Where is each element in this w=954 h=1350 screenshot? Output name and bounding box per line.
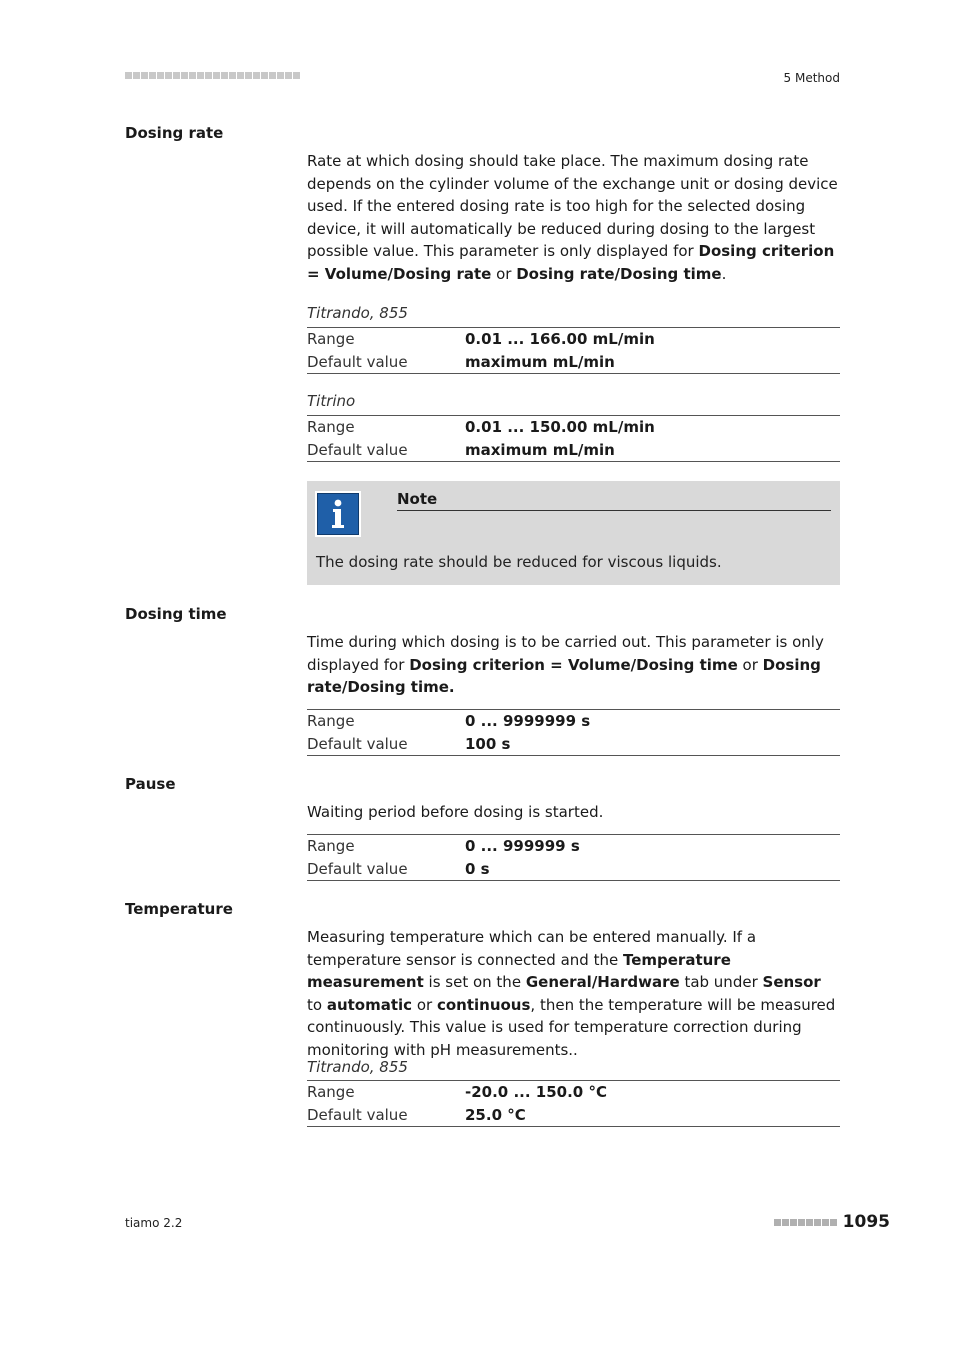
page-number: 1095: [842, 1212, 890, 1232]
note-title: Note: [397, 490, 831, 511]
temperature-description: [307, 926, 840, 1061]
default-value: 25.0 °C: [465, 1105, 526, 1124]
text-run: or: [737, 655, 763, 674]
decoration-square: [133, 72, 140, 79]
dosing-time-description: [307, 631, 840, 699]
spec-table-pause: [307, 834, 840, 881]
decoration-square: [213, 72, 220, 79]
spec-table-dosing-time: [307, 709, 840, 756]
text-run: or: [491, 264, 517, 283]
decoration-square: [830, 1219, 837, 1226]
text-run: Time during which dosing is to be carried out. This parameter is only displayed for: [307, 633, 824, 674]
table-row: [307, 1081, 840, 1104]
emphasized-term: Dosing criterion = Volume/Dosing time: [409, 655, 738, 674]
decoration-square: [253, 72, 260, 79]
decoration-square: [285, 72, 292, 79]
text-run: Measuring temperature which can be entered manually. If a temperature sensor is connected and the: [307, 928, 757, 969]
table-row: [307, 858, 840, 881]
text-run: Waiting period before dosing is started.: [307, 803, 604, 821]
range-label: Range: [307, 1083, 355, 1101]
emphasized-term: Dosing rate/Dosing time: [516, 264, 722, 283]
decoration-square: [157, 72, 164, 79]
decoration-square: [277, 72, 284, 79]
decoration-square: [197, 72, 204, 79]
emphasized-term: automatic: [326, 995, 413, 1014]
range-value: 0 ... 9999999 s: [465, 712, 591, 730]
decoration-square: [165, 72, 172, 79]
table-row: [307, 733, 840, 756]
decoration-square: [125, 72, 132, 79]
decoration-square: [237, 72, 244, 79]
decoration-square: [261, 72, 268, 79]
text-run: is set on the: [423, 973, 526, 991]
table-row: [307, 835, 840, 858]
note-text: The dosing rate should be reduced for viscous liquids.: [316, 553, 722, 571]
default-label: Default value: [307, 734, 408, 753]
text-run: .: [721, 264, 727, 283]
decoration-square: [798, 1219, 805, 1226]
range-label: Range: [307, 837, 355, 855]
decoration-square: [293, 72, 300, 79]
default-label: Default value: [307, 1105, 408, 1124]
range-value: -20.0 ... 150.0 °C: [465, 1083, 607, 1101]
paragraph: [307, 801, 840, 824]
default-label: Default value: [307, 859, 408, 878]
table-caption: Titrando, 855: [307, 1058, 408, 1076]
decoration-square: [205, 72, 212, 79]
emphasized-term: Dosing rate/Dosing time.: [307, 655, 821, 696]
table-row: [307, 710, 840, 733]
section-title-pause: Pause: [125, 775, 176, 793]
table-row: [307, 1104, 840, 1127]
table-row: [307, 439, 840, 462]
table-row: [307, 328, 840, 351]
info-icon: [315, 491, 361, 537]
text-run: Rate at which dosing should take place. The maximum dosing rate depends on the cylinder volume of the exchange unit or dosing device used. If the entered dosing rate is too high for the selected dosing device, it will automatically be reduced during dosing to the largest possible value. This parameter is only displayed for: [307, 152, 838, 260]
default-label: Default value: [307, 352, 408, 371]
section-title-dosing-time: Dosing time: [125, 605, 227, 623]
range-value: 0.01 ... 150.00 mL/min: [465, 418, 655, 436]
decoration-square: [814, 1219, 821, 1226]
footer-decoration: [774, 1219, 837, 1226]
default-value: 100 s: [465, 734, 511, 753]
emphasized-term: General/Hardware: [525, 973, 680, 991]
decoration-square: [790, 1219, 797, 1226]
range-value: 0 ... 999999 s: [465, 837, 580, 855]
decoration-square: [141, 72, 148, 79]
decoration-square: [181, 72, 188, 79]
decoration-square: [189, 72, 196, 79]
default-value: 0 s: [465, 859, 490, 878]
text-run: tab under: [679, 973, 763, 991]
text-run: , then the temperature will be measured continuously. This value is used for temperature correction during monitoring with pH measurements..: [307, 995, 836, 1059]
range-label: Range: [307, 330, 355, 348]
range-label: Range: [307, 712, 355, 730]
emphasized-term: continuous: [436, 995, 531, 1014]
text-run: or: [412, 995, 437, 1014]
decoration-square: [269, 72, 276, 79]
emphasized-term: Sensor: [762, 973, 821, 991]
decoration-square: [806, 1219, 813, 1226]
page-number-block: [774, 1212, 890, 1232]
emphasized-term: Temperature measurement: [307, 950, 731, 991]
emphasized-term: Dosing criterion = Volume/Dosing rate: [307, 242, 835, 283]
section-title-temperature: Temperature: [125, 900, 233, 918]
table-row: [307, 351, 840, 374]
spec-table-titrando: [307, 327, 840, 374]
decoration-square: [149, 72, 156, 79]
table-caption: Titrino: [307, 392, 356, 410]
default-value: maximum mL/min: [465, 352, 615, 371]
decoration-square: [173, 72, 180, 79]
pause-description: [307, 801, 840, 824]
decoration-square: [822, 1219, 829, 1226]
paragraph: [307, 631, 840, 699]
product-name: tiamo 2.2: [125, 1216, 183, 1230]
section-title-dosing-rate: Dosing rate: [125, 124, 224, 142]
chapter-title: 5 Method: [783, 71, 840, 85]
spec-table-titrino: [307, 415, 840, 462]
decoration-square: [245, 72, 252, 79]
decoration-square: [782, 1219, 789, 1226]
decoration-square: [221, 72, 228, 79]
table-caption: Titrando, 855: [307, 304, 408, 322]
decoration-square: [774, 1219, 781, 1226]
text-run: to: [307, 995, 327, 1014]
range-label: Range: [307, 418, 355, 436]
paragraph: [307, 926, 840, 1061]
paragraph: [307, 150, 840, 285]
default-label: Default value: [307, 440, 408, 459]
table-row: [307, 416, 840, 439]
decoration-square: [229, 72, 236, 79]
dosing-rate-description: [307, 150, 840, 285]
header-decoration: [125, 72, 300, 79]
spec-table-temperature: [307, 1080, 840, 1127]
note-box: [307, 481, 840, 585]
range-value: 0.01 ... 166.00 mL/min: [465, 330, 655, 348]
default-value: maximum mL/min: [465, 440, 615, 459]
